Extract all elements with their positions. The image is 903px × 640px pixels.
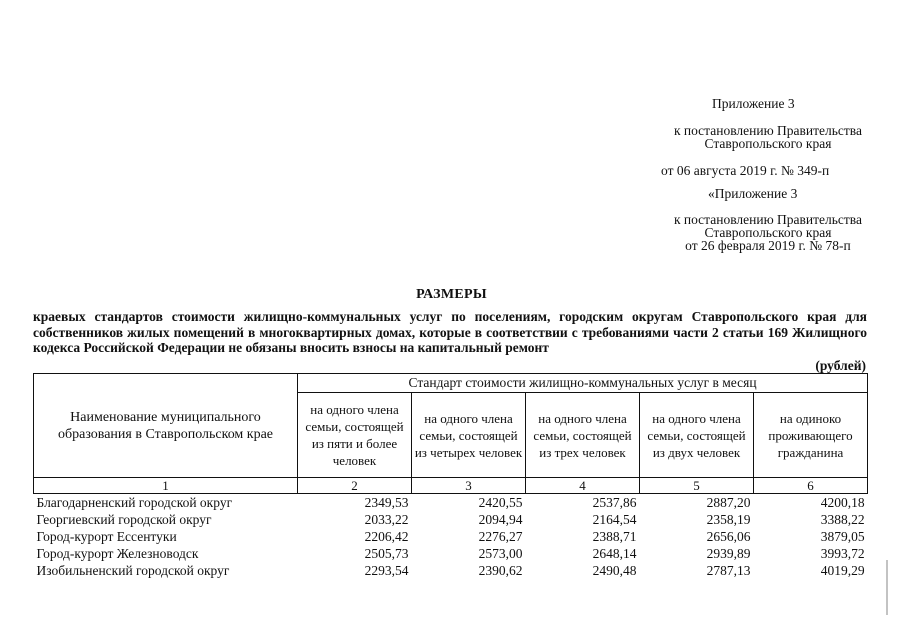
municipality-name: Георгиевский городской округ: [36, 512, 212, 527]
standards-table: [33, 373, 868, 579]
col-header-three: на одного члена семьи, состоящей из трех человек: [526, 393, 640, 478]
value-cell: 3879,05: [820, 529, 865, 544]
prev-appendix-label: «Приложение 3: [708, 186, 798, 201]
resolution-date-number: от 06 августа 2019 г. № 349-п: [661, 163, 830, 178]
appendix-label: Приложение 3: [712, 96, 795, 111]
table-row: [34, 494, 868, 512]
municipality-name: Изобильненский городской округ: [36, 563, 230, 578]
column-number: 3: [412, 478, 526, 494]
value-cell: 3388,22: [820, 512, 865, 527]
column-number: 6: [754, 478, 868, 494]
value-cell: 2293,54: [364, 563, 409, 578]
value-cell: 2164,54: [592, 512, 637, 527]
value-cell: 2537,86: [592, 495, 637, 510]
value-cell: 4019,29: [820, 563, 865, 578]
col-header-five-plus: на одного члена семьи, состоящей из пяти и более человек: [298, 393, 412, 478]
value-cell: 2887,20: [706, 495, 751, 510]
value-cell: 2276,27: [478, 529, 523, 544]
value-cell: 2490,48: [592, 563, 637, 578]
value-cell: 2388,71: [592, 529, 637, 544]
value-cell: 2787,13: [706, 563, 751, 578]
value-cell: 3993,72: [820, 546, 865, 561]
value-cell: 2094,94: [478, 512, 523, 527]
prev-resolution-date-number: от 26 февраля 2019 г. № 78-п: [685, 238, 851, 253]
units-label: (рублей): [815, 358, 866, 373]
value-cell: 4200,18: [820, 495, 865, 510]
municipality-name: Город-курорт Железноводск: [36, 546, 199, 561]
resolution-ref: [674, 124, 862, 150]
value-cell: 2656,06: [706, 529, 751, 544]
municipality-name: Город-курорт Ессентуки: [36, 529, 177, 544]
scan-edge-shadow: [886, 560, 888, 615]
value-cell: 2573,00: [478, 546, 523, 561]
col-header-four: на одного члена семьи, состоящей из четырех человек: [412, 393, 526, 478]
value-cell: 2648,14: [592, 546, 637, 561]
column-number: 5: [640, 478, 754, 494]
table-row: [34, 511, 868, 528]
prev-resolution-ref-line1: к постановлению Правительства: [673, 212, 862, 227]
cost-standard-group-header: Стандарт стоимости жилищно-коммунальных услуг в месяц: [298, 374, 868, 393]
column-number: 4: [526, 478, 640, 494]
resolution-ref-line1: к постановлению Правительства: [673, 123, 862, 138]
document-subtitle: краевых стандартов стоимости жилищно-коммунальных услуг по поселениям, городским округам Ставропольского края для собственников жилых помещений в многоквартирных домах, которые в соответствии с требованиями части 2 статьи 169 Жилищного кодекса Российской Федерации не обязаны вносить взносы на капитальный ремонт: [33, 309, 867, 355]
column-number: 2: [298, 478, 412, 494]
col-header-two: на одного члена семьи, состоящей из двух человек: [640, 393, 754, 478]
value-cell: 2939,89: [706, 546, 751, 561]
column-number: 1: [34, 478, 298, 494]
document-title: РАЗМЕРЫ: [416, 287, 487, 302]
value-cell: 2505,73: [364, 546, 409, 561]
value-cell: 2390,62: [478, 563, 523, 578]
value-cell: 2033,22: [364, 512, 409, 527]
municipality-name-header: Наименование муниципального образования в Ставропольском крае: [34, 374, 298, 478]
municipality-name: Благодарненский городской округ: [36, 495, 233, 510]
col-header-single: на одиноко проживающего гражданина: [754, 393, 868, 478]
table-row: [34, 562, 868, 579]
prev-resolution-ref: [674, 213, 862, 252]
table-row: [34, 528, 868, 545]
value-cell: 2349,53: [364, 495, 409, 510]
prev-resolution-ref-line2: Ставропольского края: [704, 225, 832, 240]
resolution-ref-line2: Ставропольского края: [704, 136, 832, 151]
value-cell: 2420,55: [478, 495, 523, 510]
table-row: [34, 545, 868, 562]
value-cell: 2206,42: [364, 529, 409, 544]
value-cell: 2358,19: [706, 512, 751, 527]
